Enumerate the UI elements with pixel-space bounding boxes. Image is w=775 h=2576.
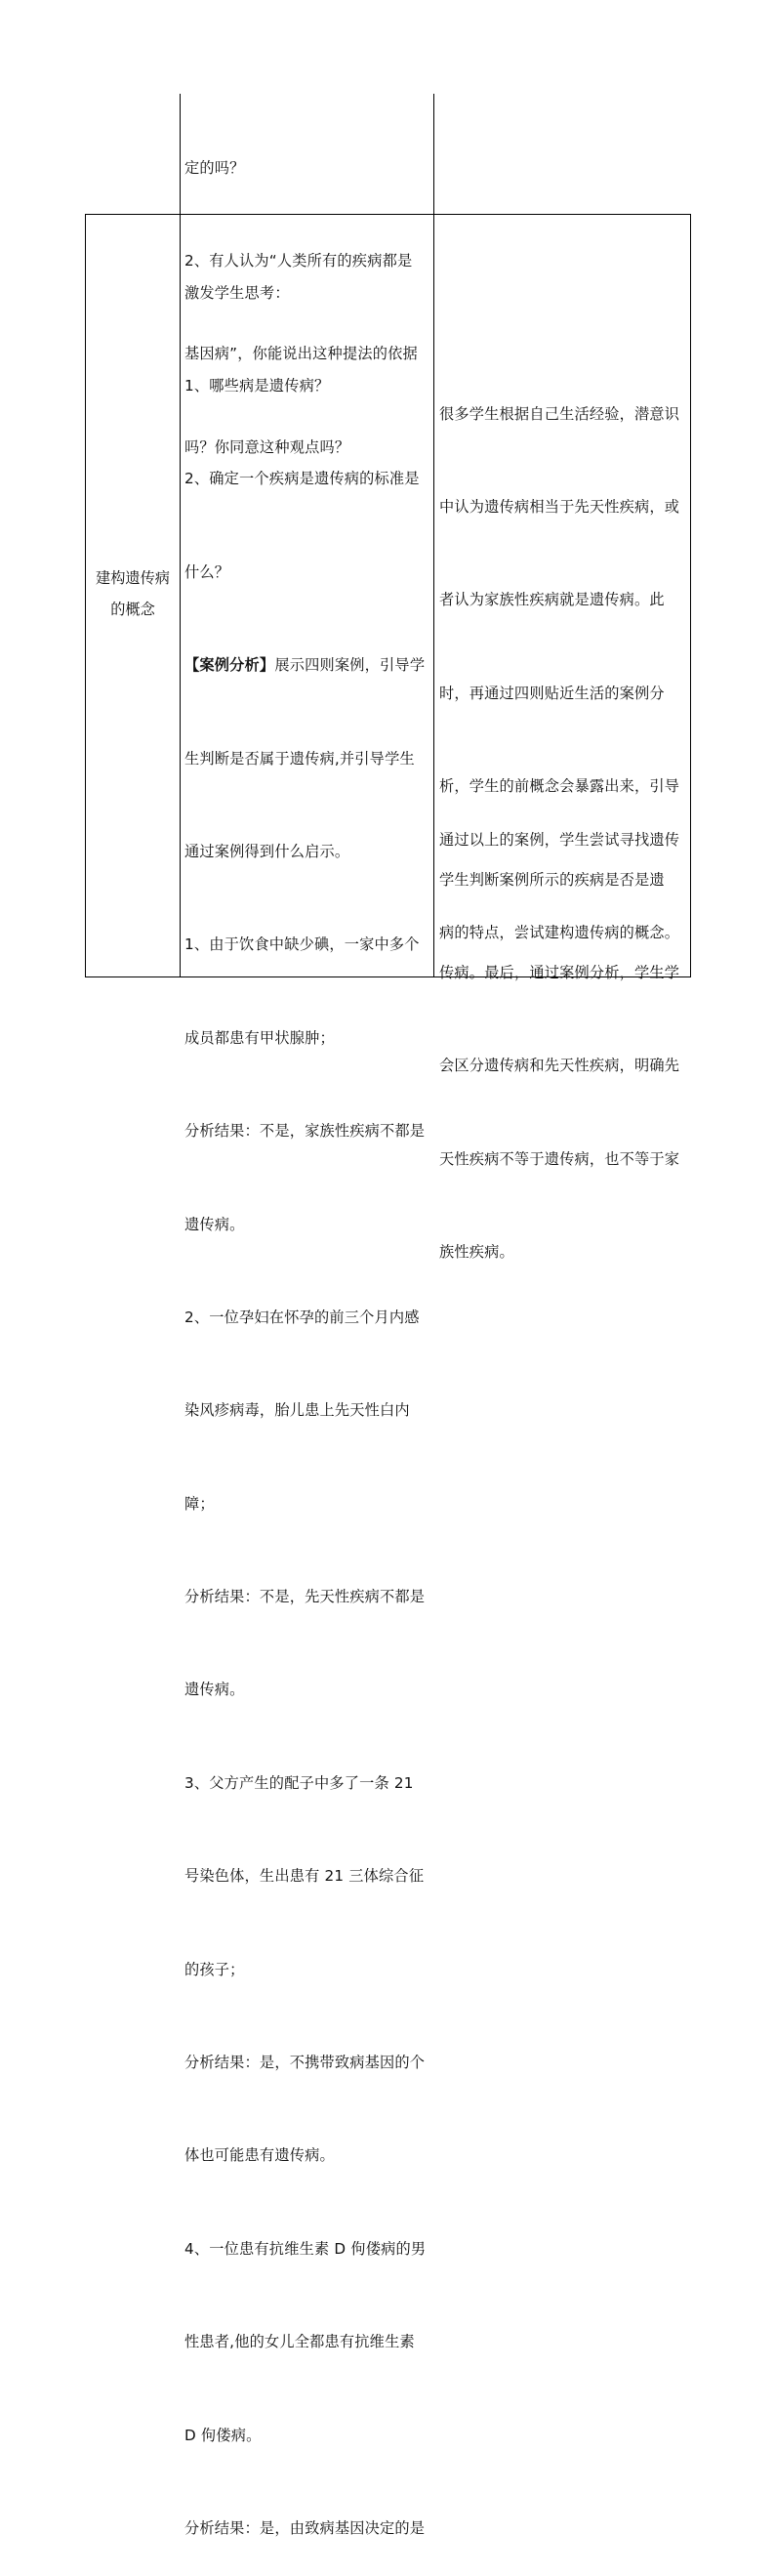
text-line: 号染色体，生出患有 21 三体综合征: [184, 1867, 425, 1886]
case-analysis-tag: 【案例分析】: [184, 656, 275, 675]
text-line: 学生判断案例所示的疾病是否是遗: [439, 870, 665, 889]
text-line: 展示四则案例，引导学: [274, 656, 426, 675]
text-line: 很多学生根据自己生活经验，潜意识: [439, 404, 680, 423]
text-line: 激发学生思考：: [184, 283, 290, 302]
text-line: 吗？你同意这种观点吗？: [184, 437, 350, 456]
text-line: 障；: [184, 1494, 215, 1513]
case-analysis-line: [184, 650, 431, 682]
text-line: 性患者,他的女儿全都患有抗维生素: [184, 2333, 415, 2351]
row2-section-label: 建构遗传病 的概念: [96, 569, 170, 618]
text-line: 遗传病。: [184, 1215, 245, 1233]
text-line: 染风疹病毒，胎儿患上先天性白内: [184, 1401, 410, 1420]
text-line: 1、哪些病是遗传病？: [184, 376, 330, 395]
text-line: 者认为家族性疾病就是遗传病。此: [439, 591, 665, 609]
text-line: 生判断是否属于遗传病,并引导学生: [184, 749, 415, 768]
text-line: 分析结果：不是，先天性疾病不都是: [184, 1588, 426, 1606]
text-line: 2、一位孕妇在怀孕的前三个月内感: [184, 1308, 420, 1326]
text-line: 中认为遗传病相当于先天性疾病，或: [439, 497, 680, 516]
text-line: 基因病”，你能说出这种提法的依据: [184, 345, 418, 363]
text-line: 病的特点，尝试建构遗传病的概念。: [439, 923, 680, 941]
text-line: 什么？: [184, 562, 230, 581]
text-line: 4、一位患有抗维生素 D 佝偻病的男: [184, 2239, 427, 2258]
table-border-right: [690, 214, 691, 977]
text-line: 体也可能患有遗传病。: [184, 2146, 335, 2165]
table-divider-col1: [180, 94, 181, 977]
text-line: 的孩子；: [184, 1960, 245, 1978]
text-line: 定的吗？: [184, 158, 245, 177]
text-line: 2、有人认为“人类所有的疾病都是: [184, 251, 413, 270]
text-line: 通过案例得到什么启示。: [184, 842, 350, 860]
text-line: 成员都患有甲状腺肿；: [184, 1028, 335, 1047]
text-line: 分析结果：是，不携带致病基因的个: [184, 2054, 426, 2072]
text-line: 3、父方产生的配子中多了一条 21: [184, 1773, 414, 1792]
text-line: 天性疾病不等于遗传病，也不等于家: [439, 1149, 680, 1168]
text-line: 1、由于饮食中缺少碘，一家中多个: [184, 935, 420, 954]
text-line: 通过以上的案例，学生尝试寻找遗传: [439, 830, 680, 849]
text-line: 遗传病。: [184, 1681, 245, 1699]
text-line: 族性疾病。: [439, 1243, 514, 1262]
row2-teaching-cell: [184, 216, 431, 2576]
row2-intent-cell-2: [439, 763, 689, 980]
table-divider-col2: [433, 94, 434, 977]
text-line: 会区分遗传病和先天性疾病，明确先: [439, 1057, 680, 1075]
text-line: 时，再通过四则贴近生活的案例分: [439, 684, 665, 702]
text-line: 传病。最后，通过案例分析，学生学: [439, 963, 680, 981]
text-line: 2、确定一个疾病是遗传病的标准是: [184, 470, 420, 488]
text-line: 分析结果：不是，家族性疾病不都是: [184, 1122, 426, 1141]
text-line: D 佝偻病。: [184, 2426, 262, 2444]
text-line: 析，学生的前概念会暴露出来，引导: [439, 777, 680, 796]
text-line: 分析结果：是，由致病基因决定的是: [184, 2518, 426, 2537]
